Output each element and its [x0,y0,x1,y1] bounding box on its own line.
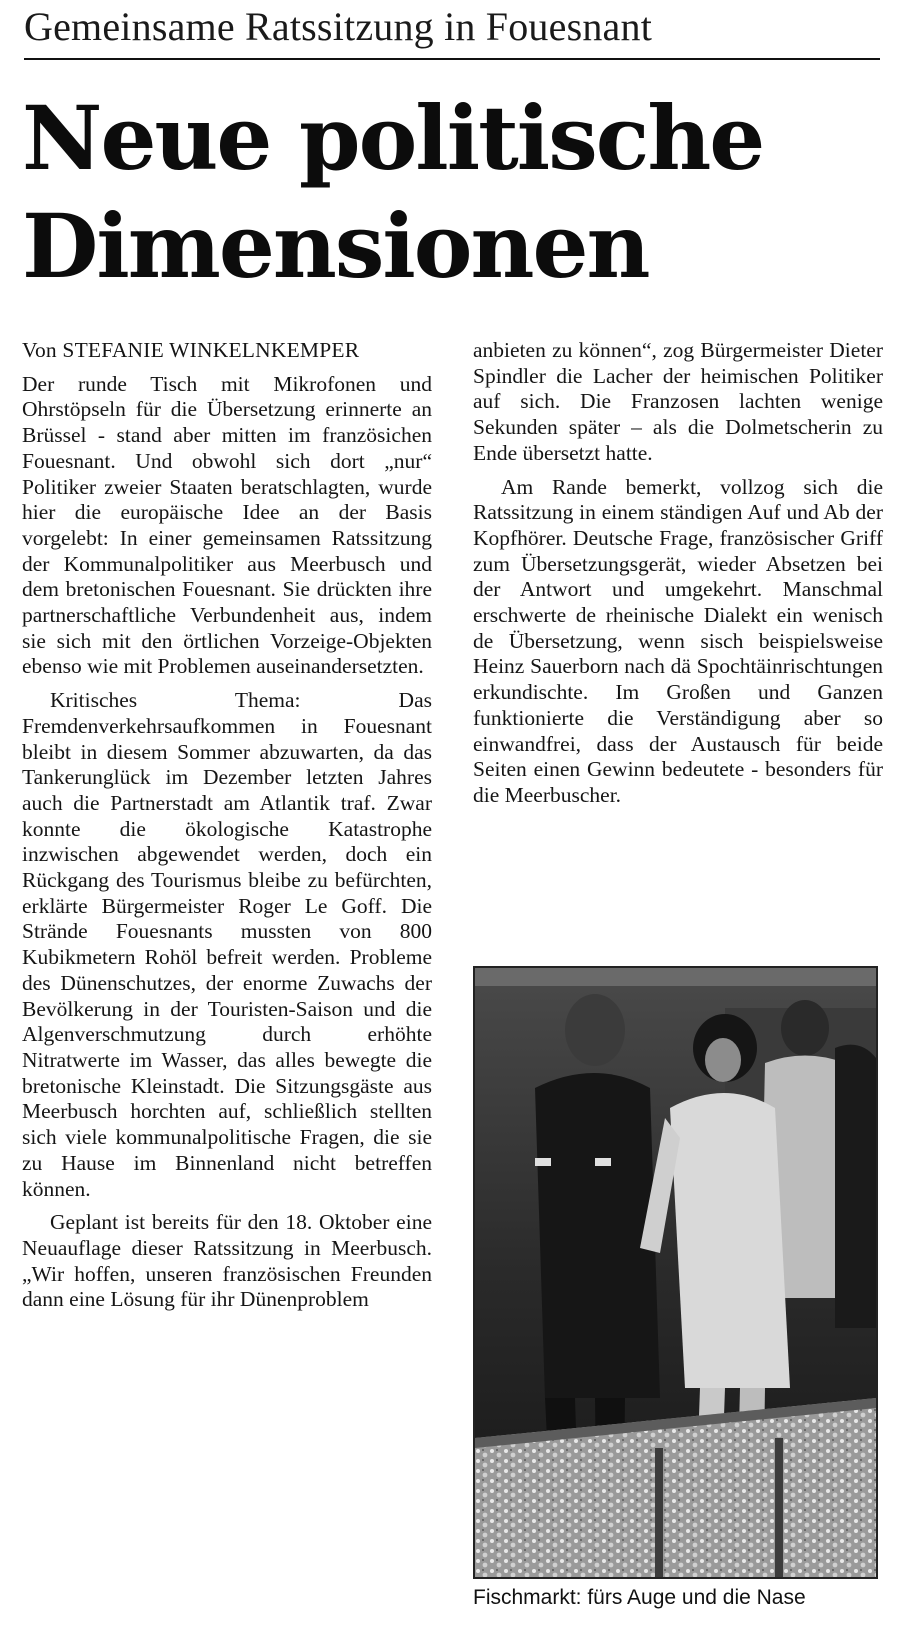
article-column-right [473,338,883,817]
headline-line-1: Neue politische [22,86,764,190]
paragraph-planned-meeting: Geplant ist bereits für den 18. Oktober eine Neuauflage dieser Ratssitzung in Meerbusch. „Wir hoffen, unseren französischen Freunden dann eine Lösung für ihr Dünenproblem [22,1210,432,1312]
headline [22,84,882,300]
kicker-divider [24,58,880,60]
fish-market-photo-illustration [475,968,876,1577]
news-photo [473,966,878,1579]
paragraph-critical-topic: Kritisches Thema: Das Fremdenverkehrsaufkommen in Fouesnant bleibt in diesem Sommer abzuwarten, da das Tankerunglück im Dezember letzten Jahres auch die Partnerstadt am Atlantik traf. Zwar konnte die ökologische Katastrophe inzwischen abgewendet werden, doch ein Rückgang des Tourismus bleibe zu befürchten, erklärte Bürgermeister Roger Le Goff. Die Strände Fouesnants mussten von 800 Kubikmetern Rohöl befreit werden. Probleme des Dünenschutzes, der enorme Zuwachs der Bevölkerung in der Touristen-Saison und die Algenverschmutzung durch erhöhte Nitratwerte im Wasser, das alles bewegte die bretonische Kleinstadt. Die Sitzungsgäste aus Meerbusch horchten auf, schließlich stellten sich viele kommunalpolitische Fragen, die sie zu Hause im Binnenland nicht betreffen können. [22,688,432,1201]
headline-line-2: Dimensionen [22,194,649,298]
paragraph-intro: Der runde Tisch mit Mikrofonen und Ohrstöpseln für die Übersetzung erinnerte an Brüssel - stand aber mitten im französichen Fouesnant. Und obwohl sich dort „nur“ Politiker zweier Staaten beratschlagten, wurde hier die europäische Idee an der Basis vorgelebt: In einer gemeinsamen Ratssitzung der Kommunalpolitiker aus Meerbusch und dem bretonischen Fouesnant. Sie drückten ihre partnerschaftliche Verbundenheit aus, indem sie sich mit den örtlichen Vorzeige-Objekten ebenso wie mit Problemen auseinandersetzten. [22,371,432,679]
byline: Von STEFANIE WINKELNKEMPER [22,338,360,362]
paragraph-mayor-quote: anbieten zu können“, zog Bürgermeister Dieter Spindler die Lacher der heimischen Politiker auf sich. Die Franzosen lachten wenige Sekunden später – als die Dolmetscherin zu Ende übersetzt hatte. [473,338,883,465]
kicker-title: Gemeinsame Ratssitzung in Fouesnant [24,4,653,49]
article-column-left [22,338,432,1321]
photo-caption: Fischmarkt: fürs Auge und die Nase [473,1586,806,1609]
paragraph-headphones: Am Rande bemerkt, vollzog sich die Ratssitzung in einem ständigen Auf und Ab der Kopfhörer. Deutsche Frage, französischer Griff zum Übersetzungsgerät, wieder Absetzen bei der Antwort und umgekehrt. Manschmal erschwerte de rheinische Dialekt ein wenisch de Übersetzung, wenn sisch beispielsweise Heinz Sauerborn nach dä Spochtäinrischtungen erkundischte. Im Großen und Ganzen funktionierte die Verständigung aber so einwandfrei, dass der Austausch für beide Seiten einen Gewinn bedeutete - besonders für die Meerbuscher. [473,474,883,807]
